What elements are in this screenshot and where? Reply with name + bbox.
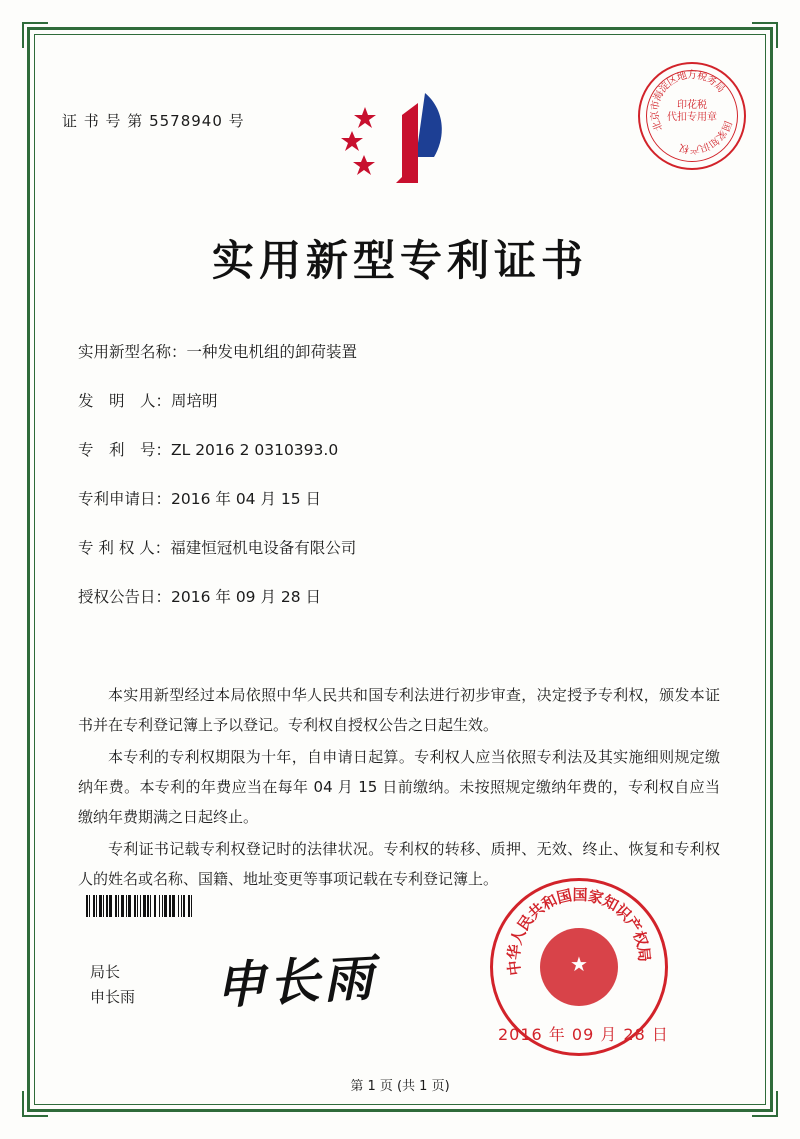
field-utility-model-name [78,340,718,362]
handwritten-signature: 申长雨 [213,947,379,1016]
tax-stamp-seal: 北 京 市 海 淀 区 地 方 税 务 局 国 家 知 识 产 权 印花税 代扣专用章 [638,62,746,170]
field-value: 周培明 [171,392,218,410]
field-inventor [78,389,718,411]
commissioner-title: 局长 [90,963,121,981]
corner-ornament-bottom-left [22,1091,48,1117]
paragraph-1: 本实用新型经过本局依照中华人民共和国专利法进行初步审查，决定授予专利权，颁发本证书并在专利登记簿上予以登记。专利权自授权公告之日起生效。 [78,686,720,734]
certificate-number: 证 书 号 第 5578940 号 [62,112,245,130]
field-value: 2016 年 09 月 28 日 [171,588,322,606]
national-emblem-icon [540,928,618,1006]
field-value: 2016 年 04 月 15 日 [171,490,322,508]
paragraph-2: 本专利的专利权期限为十年，自申请日起算。专利权人应当依照专利法及其实施细则规定缴纳年费。本专利的年费应当在每年 04 月 15 日前缴纳。未按照规定缴纳年费的，专利权自应当缴纳年费期满之日起终止。 [78,748,720,826]
tax-stamp-center-text: 印花税 代扣专用章 [667,100,717,123]
page-title: 实用新型专利证书 [211,236,588,285]
field-label: 专利申请日： [78,490,172,508]
signature-block [90,960,135,1010]
patent-barcode [86,895,324,917]
corner-ornament-bottom-right [752,1091,778,1117]
field-label: 专 利 权 人： [78,539,171,557]
field-label: 发 明 人： [78,392,172,410]
national-ip-office-seal: 中 华 人 民 共 和 国 国 家 知 识 产 权 局 ★ [490,878,668,1056]
field-grant-announcement-date [78,585,718,607]
body-paragraphs [78,680,720,896]
field-patentee [78,536,718,558]
field-label: 授权公告日： [78,588,172,606]
page-footer: 第 1 页 (共 1 页) [350,1079,450,1094]
seal-date: 2016 年 09 月 28 日 [498,1025,669,1044]
field-value: ZL 2016 2 0310393.0 [171,441,339,459]
field-label: 实用新型名称： [78,343,187,361]
field-value: 一种发电机组的卸荷装置 [186,343,358,361]
field-application-date [78,487,718,509]
field-label: 专 利 号： [78,441,172,459]
corner-ornament-top-left [22,22,48,48]
sipo-logo-icon [330,85,470,195]
commissioner-name: 申长雨 [90,988,136,1006]
corner-ornament-top-right [752,22,778,48]
field-list [78,340,718,634]
paragraph-3: 专利证书记载专利权登记时的法律状况。专利权的转移、质押、无效、终止、恢复和专利权人的姓名或名称、国籍、地址变更等事项记载在专利登记簿上。 [78,840,720,888]
field-patent-number [78,438,718,460]
emblem-star-icon: ★ [570,952,588,977]
field-value: 福建恒冠机电设备有限公司 [170,539,357,557]
